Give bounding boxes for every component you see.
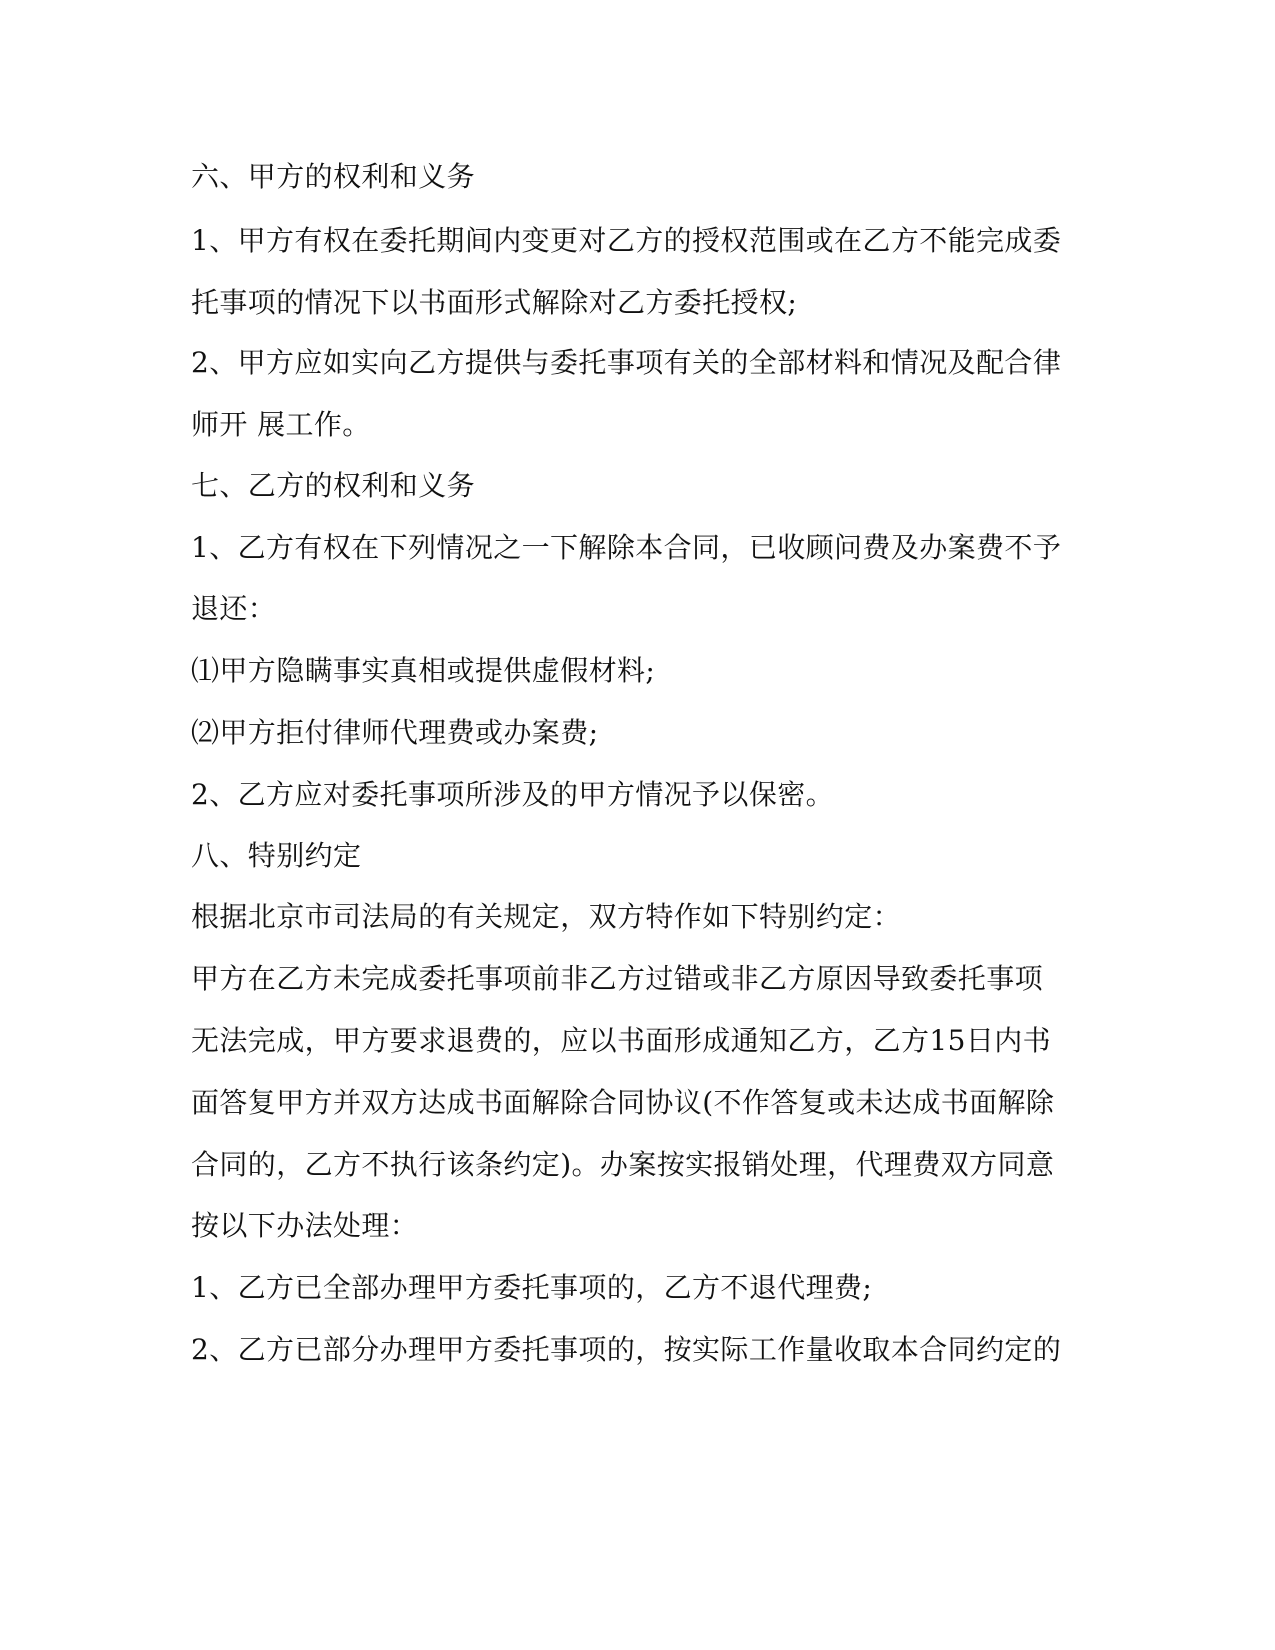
paragraph-line: 师开 展工作。 bbox=[191, 408, 371, 441]
list-item: 1、乙方已全部办理甲方委托事项的，乙方不退代理费; bbox=[191, 1271, 873, 1304]
section-heading-7: 七、乙方的权利和义务 bbox=[191, 469, 476, 502]
paragraph-line: 按以下办法处理： bbox=[191, 1209, 419, 1242]
section-heading-8: 八、特别约定 bbox=[191, 839, 362, 872]
paragraph-line: 1、甲方有权在委托期间内变更对乙方的授权范围或在乙方不能完成委 bbox=[191, 224, 1062, 257]
paragraph-line: 面答复甲方并双方达成书面解除合同协议(不作答复或未达成书面解除 bbox=[191, 1086, 1055, 1119]
paragraph-line: 2、甲方应如实向乙方提供与委托事项有关的全部材料和情况及配合律 bbox=[191, 346, 1062, 379]
paragraph-line: 合同的，乙方不执行该条约定)。办案按实报销处理，代理费双方同意 bbox=[191, 1148, 1055, 1181]
paragraph-line: 无法完成，甲方要求退费的，应以书面形成通知乙方，乙方15日内书 bbox=[191, 1024, 1052, 1057]
paragraph-line: 2、乙方应对委托事项所涉及的甲方情况予以保密。 bbox=[191, 778, 835, 811]
list-item: 2、乙方已部分办理甲方委托事项的，按实际工作量收取本合同约定的 bbox=[191, 1333, 1062, 1366]
paragraph-line: 托事项的情况下以书面形式解除对乙方委托授权; bbox=[191, 286, 798, 319]
paragraph-line: 根据北京市司法局的有关规定，双方特作如下特别约定： bbox=[191, 900, 902, 933]
paragraph-line: 甲方在乙方未完成委托事项前非乙方过错或非乙方原因导致委托事项 bbox=[191, 962, 1044, 995]
section-heading-6: 六、甲方的权利和义务 bbox=[191, 160, 476, 193]
paragraph-line: 1、乙方有权在下列情况之一下解除本合同，已收顾问费及办案费不予 bbox=[191, 531, 1062, 564]
list-item: ⑴甲方隐瞒事实真相或提供虚假材料; bbox=[191, 654, 656, 687]
paragraph-line: 退还： bbox=[191, 592, 277, 625]
list-item: ⑵甲方拒付律师代理费或办案费; bbox=[191, 716, 599, 749]
